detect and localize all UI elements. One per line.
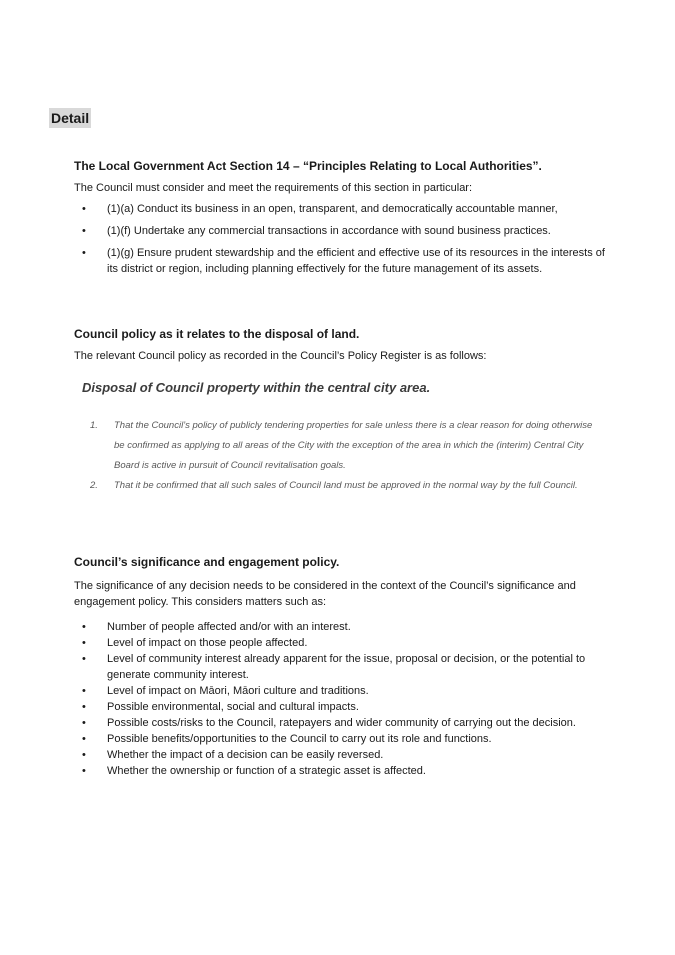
list-item: • Level of impact on those people affected.: [82, 637, 308, 649]
principles-list: [74, 201, 614, 277]
policy-list: [90, 416, 600, 496]
policy-item-number: 1.: [90, 420, 98, 431]
list-item: • Whether the ownership or function of a strategic asset is affected.: [82, 765, 426, 777]
section-intro: The significance of any decision needs to be considered in the context of the Council’s significance and engagement policy. This considers matters such as:: [74, 580, 576, 608]
page-heading: Detail: [51, 110, 90, 126]
section-lga-principles: [74, 158, 614, 283]
section-intro: The relevant Council policy as recorded in the Council’s Policy Register is as follows:: [74, 350, 487, 362]
section-intro: The Council must consider and meet the requirements of this section in particular:: [74, 182, 473, 194]
bullet-icon: •: [82, 225, 86, 237]
section-title: The Local Government Act Section 14 – “Principles Relating to Local Authorities”.: [74, 159, 542, 173]
policy-item-number: 2.: [90, 480, 98, 491]
bullet-icon: •: [82, 701, 86, 713]
section-title: Council policy as it relates to the disposal of land.: [74, 327, 360, 341]
significance-list: [74, 619, 614, 779]
policy-title: Disposal of Council property within the central city area.: [82, 380, 431, 395]
bullet-icon: •: [82, 685, 86, 697]
bullet-icon: •: [82, 203, 86, 215]
bullet-icon: •: [82, 637, 86, 649]
list-item: • Level of impact on Māori, Māori culture and traditions.: [82, 685, 369, 697]
list-item: • (1)(a) Conduct its business in an open, transparent, and democratically accountable manner,: [82, 203, 558, 215]
bullet-icon: •: [82, 733, 86, 745]
list-item: • (1)(g) Ensure prudent stewardship and the efficient and effective use of its resources in the interests of its district or region, including planning effectively for the future management of its assets.: [82, 247, 605, 275]
list-item: • Whether the impact of a decision can be easily reversed.: [82, 749, 384, 761]
list-item: • Possible environmental, social and cultural impacts.: [82, 701, 359, 713]
bullet-icon: •: [82, 653, 86, 665]
list-item: • Possible benefits/opportunities to the Council to carry out its role and functions.: [82, 733, 492, 745]
policy-item: 1. That the Council’s policy of publicly tendering properties for sale unless there is a clear reason for doing otherwise be confirmed as applying to all areas of the City with the exception of the area in which the (interim) Central City Board is active in pursuit of Council revitalisation goals.: [90, 416, 600, 476]
section-title: Council’s significance and engagement policy.: [74, 555, 340, 569]
list-item: • Level of community interest already apparent for the issue, proposal or decision, or the potential to generate community interest.: [82, 653, 586, 681]
list-item: • Number of people affected and/or with an interest.: [82, 621, 351, 633]
bullet-icon: •: [82, 749, 86, 761]
bullet-icon: •: [82, 717, 86, 729]
bullet-icon: •: [82, 247, 86, 259]
bullet-icon: •: [82, 765, 86, 777]
section-disposal-policy: [74, 326, 614, 364]
section-significance-policy: [74, 554, 614, 779]
list-item: • Possible costs/risks to the Council, ratepayers and wider community of carrying out the decision.: [82, 717, 576, 729]
bullet-icon: •: [82, 621, 86, 633]
list-item: • (1)(f) Undertake any commercial transactions in accordance with sound business practices.: [82, 225, 551, 237]
policy-item: 2. That it be confirmed that all such sales of Council land must be approved in the normal way by the full Council.: [90, 476, 600, 496]
